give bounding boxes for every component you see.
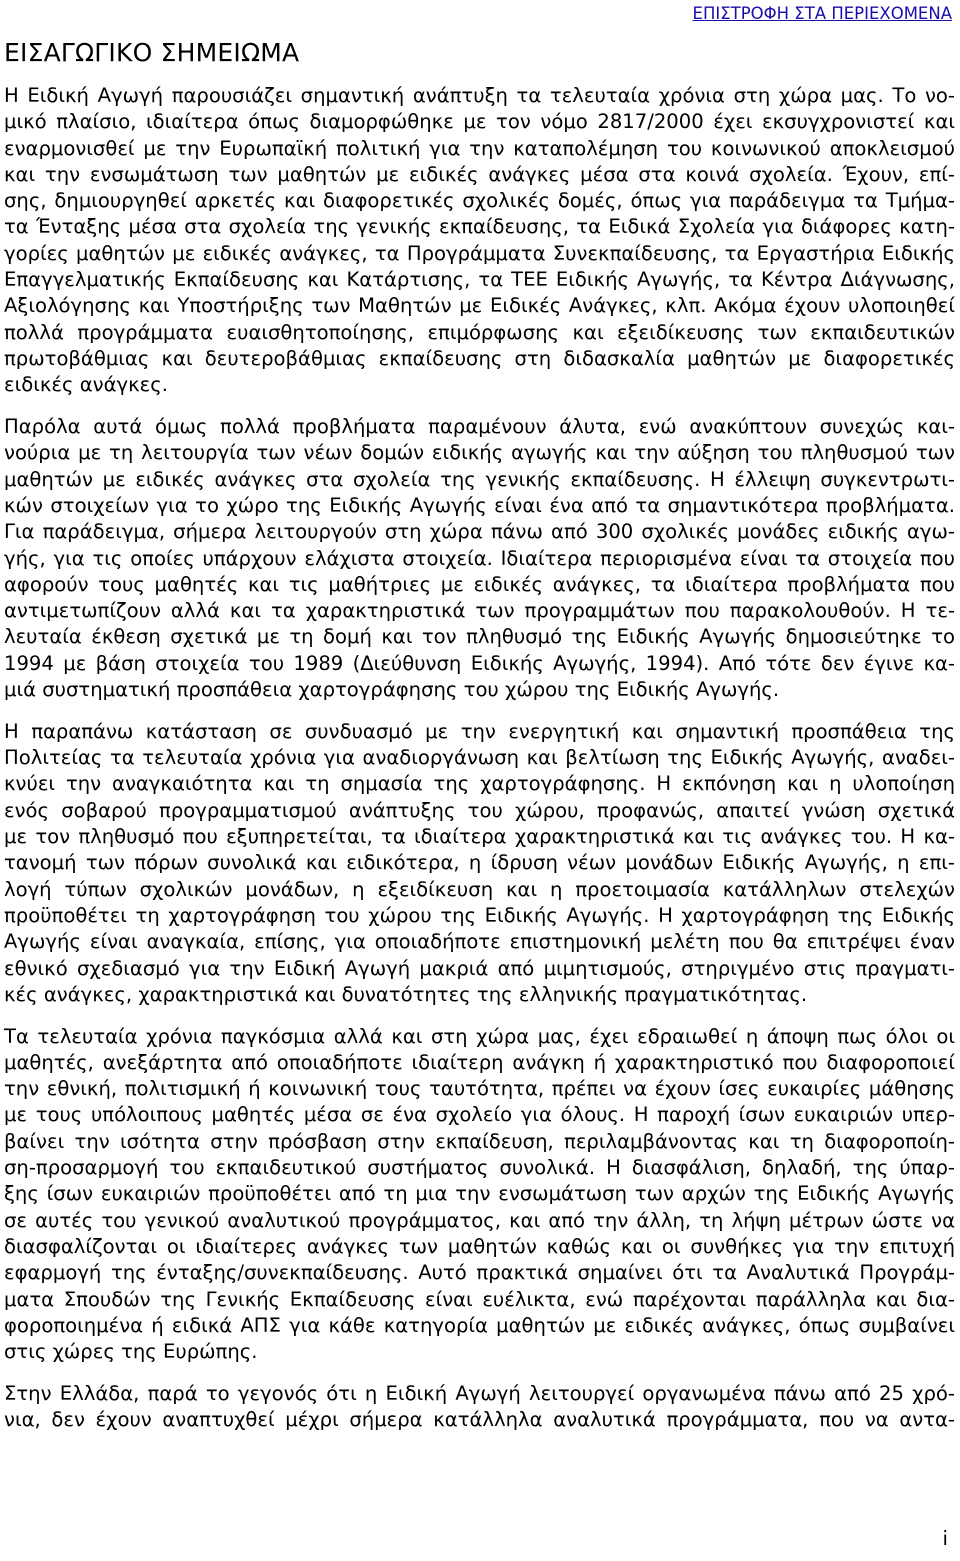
- text-line: τανομή των πόρων συνολικά και ειδικότερα, η ίδρυση νέων μονάδων Ειδικής Αγωγής, η επι-: [4, 851, 955, 875]
- text-line: νούρια με τη λειτουργία των νέων δομών ειδικής αγωγής και την αύξηση του πληθυσμού των: [4, 441, 955, 465]
- text-line: κών στοιχείων για το χώρο της Ειδικής Αγωγής είναι ένα από τα σημαντικότερα προβλήματα.: [4, 493, 955, 517]
- text-line: τα Ένταξης μέσα στα σχολεία της γενικής εκπαίδευσης, τα Ειδικά Σχολεία για διάφορες κατη-: [4, 215, 955, 239]
- text-line: με τους υπόλοιπους μαθητές μέσα σε ένα σχολείο για όλους. Η παροχή ίσων ευκαιριών υπερ-: [4, 1103, 955, 1127]
- text-line: 1994 με βάση στοιχεία του 1989 (Διεύθυνση Ειδικής Αγωγής, 1994). Από τότε δεν έγινε κα-: [4, 651, 955, 675]
- text-line: γορίες μαθητών με ειδικές ανάγκες, τα Προγράμματα Συνεκπαίδευσης, τα Εργαστήρια Ειδικής: [4, 241, 955, 265]
- text-line: σης, δημιουργηθεί αρκετές και διαφορετικές σχολικές δομές, όπως για παράδειγμα τα Τμήμα-: [4, 189, 955, 213]
- text-line: Αγωγής είναι αναγκαία, επίσης, για οποιαδήποτε επιστημονική μελέτη που θα επιτρέψει έναν: [4, 930, 955, 954]
- text-line: φοροποιημένα ή ειδικά ΑΠΣ για κάθε κατηγορία μαθητών με ειδικές ανάγκες, όπως συμβαίνει: [4, 1313, 955, 1337]
- text-line: εφαρμογή της ένταξης/συνεκπαίδευσης. Αυτό πρακτικά σημαίνει ότι τα Αναλυτικά Προγράμ-: [4, 1261, 955, 1285]
- body-paragraph: [4, 1381, 955, 1434]
- text-line: μιά συστηματική προσπάθεια χαρτογράφησης του χώρου της Ειδικής Αγωγής.: [4, 678, 780, 702]
- text-line: ενός σοβαρού προγραμματισμού ανάπτυξης του χώρου, προφανώς, απαιτεί γνώση σχετικά: [4, 798, 955, 822]
- text-line: μαθητών με ειδικές ανάγκες στα σχολεία της γενικής εκπαίδευσης. Η έλλειψη συγκεντρωτι-: [4, 467, 955, 491]
- text-line: ματα Σπουδών της Γενικής Εκπαίδευσης είναι ευέλικτα, ενώ παρέχονται παράλληλα και δια-: [4, 1287, 955, 1311]
- text-line: αντιμετωπίζουν αλλά και τα χαρακτηριστικά των προγραμμάτων που παρακολουθούν. Η τε-: [4, 599, 955, 623]
- text-line: Επαγγελματικής Εκπαίδευσης και Κατάρτισης, τα ΤΕΕ Ειδικής Αγωγής, τα Κέντρα Διάγνωσης,: [4, 268, 955, 292]
- text-line: ση-προσαρμογή του εκπαιδευτικού συστήματος συνολικά. Η διασφάλιση, δηλαδή, της ύπαρ-: [4, 1156, 955, 1180]
- document-body: [4, 83, 955, 1434]
- text-line: ειδικές ανάγκες.: [4, 373, 168, 397]
- text-line: μικό πλαίσιο, ιδιαίτερα όπως διαμορφώθηκε με τον νόμο 2817/2000 έχει εκσυγχρονιστεί και: [4, 110, 955, 134]
- text-line: κές ανάγκες, χαρακτηριστικά και δυνατότητες της ελληνικής πραγματικότητας.: [4, 982, 808, 1006]
- paragraph-gap: [4, 1008, 955, 1024]
- paragraph-gap: [4, 1365, 955, 1381]
- body-paragraph: [4, 414, 955, 703]
- text-line: σε αυτές του γενικού αναλυτικού προγράμματος, και από την άλλη, τη λήψη μέτρων ώστε να: [4, 1208, 955, 1232]
- text-line: Στην Ελλάδα, παρά το γεγονός ότι η Ειδική Αγωγή λειτουργεί οργανωμένα πάνω από 25 χρό-: [4, 1381, 955, 1405]
- text-line: Τα τελευταία χρόνια παγκόσμια αλλά και στη χώρα μας, έχει εδραιωθεί η άποψη πως όλοι οι: [4, 1024, 955, 1048]
- text-line: Παρόλα αυτά όμως πολλά προβλήματα παραμένουν άλυτα, ενώ ανακύπτουν συνεχώς και-: [4, 415, 955, 439]
- text-line: εναρμονισθεί με την Ευρωπαϊκή πολιτική για την καταπολέμηση του κοινωνικού αποκλεισμού: [4, 136, 955, 160]
- back-to-contents-link[interactable]: ΕΠΙΣΤΡΟΦΗ ΣΤΑ ΠΕΡΙΕΧΟΜΕΝΑ: [692, 4, 952, 23]
- page-number: i: [942, 1527, 948, 1550]
- text-line: στις χώρες της Ευρώπης.: [4, 1340, 258, 1364]
- text-line: την εθνική, πολιτισμική ή κοινωνική τους ταυτότητα, πρέπει να έχουν ίσες ευκαιρίες μάθησης: [4, 1077, 955, 1101]
- text-line: λογή τύπων σχολικών μονάδων, η εξειδίκευση και η προετοιμασία κατάλληλων στελεχών: [4, 877, 955, 901]
- text-line: προϋποθέτει τη χαρτογράφηση του χώρου της Ειδικής Αγωγής. Η χαρτογράφηση της Ειδικής: [4, 903, 955, 927]
- text-line: ξης ίσων ευκαιριών προϋποθέτει από τη μια την ενσωμάτωση των αρχών της Ειδικής Αγωγής: [4, 1182, 955, 1206]
- text-line: Αξιολόγησης και Υποστήριξης των Μαθητών με Ειδικές Ανάγκες, κλπ. Ακόμα έχουν υλοποιηθεί: [4, 294, 955, 318]
- text-line: αφορούν τους μαθητές και τις μαθήτριες με ειδικές ανάγκες, τα ιδιαίτερα προβλήματα που: [4, 572, 955, 596]
- text-line: και την ενσωμάτωση των μαθητών με ειδικές ανάγκες μέσα στα κοινά σχολεία. Έχουν, επί-: [4, 162, 955, 186]
- text-line: διασφαλίζονται οι ιδιαίτερες ανάγκες των μαθητών καθώς και οι συνθήκες για την επιτυχή: [4, 1234, 955, 1258]
- paragraph-gap: [4, 703, 955, 719]
- paragraph-gap: [4, 399, 955, 415]
- text-line: βαίνει την ισότητα στην πρόσβαση στην εκπαίδευση, περιλαμβάνοντας και τη διαφοροποίη-: [4, 1129, 955, 1153]
- text-line: λευταία έκθεση σχετικά με τη δομή και τον πληθυσμό της Ειδικής Αγωγής δημοσιεύτηκε το: [4, 625, 955, 649]
- body-paragraph: [4, 1024, 955, 1366]
- text-line: πολλά προγράμματα ευαισθητοποίησης, επιμόρφωσης και εξειδίκευσης των εκπαιδευτικών: [4, 320, 955, 344]
- text-line: γής, για τις οποίες υπάρχουν ελάχιστα στοιχεία. Ιδιαίτερα περιορισμένα είναι τα στοιχεία που: [4, 546, 955, 570]
- text-line: νια, δεν έχουν αναπτυχθεί μέχρι σήμερα κατάλληλα αναλυτικά προγράμματα, που να αντα-: [4, 1408, 955, 1432]
- body-paragraph: [4, 719, 955, 1008]
- text-line: Πολιτείας τα τελευταία χρόνια για αναδιοργάνωση και βελτίωση της Ειδικής Αγωγής, αναδει-: [4, 746, 955, 770]
- text-line: Για παράδειγμα, σήμερα λειτουργούν στη χώρα πάνω από 300 σχολικές μονάδες ειδικής αγω-: [4, 520, 955, 544]
- text-line: Η παραπάνω κατάσταση σε συνδυασμό με την ενεργητική και σημαντική προσπάθεια της: [4, 719, 955, 743]
- text-line: Η Ειδική Αγωγή παρουσιάζει σημαντική ανάπτυξη τα τελευταία χρόνια στη χώρα μας. Το νο-: [4, 84, 955, 107]
- page-title: ΕΙΣΑΓΩΓΙΚΟ ΣΗΜΕΙΩΜΑ: [4, 38, 300, 67]
- text-line: με τον πληθυσμό που εξυπηρετείται, τα ιδιαίτερα χαρακτηριστικά και τις ανάγκες του. Η κα-: [4, 825, 955, 849]
- text-line: κνύει την αναγκαιότητα και τη σημασία της χαρτογράφησης. Η εκπόνηση και η υλοποίηση: [4, 772, 955, 796]
- text-line: εθνικό σχεδιασμό για την Ειδική Αγωγή μακριά από μιμητισμούς, στηριγμένο στις πραγματι-: [4, 956, 955, 980]
- text-line: πρωτοβάθμιας και δευτεροβάθμιας εκπαίδευσης στη διδασκαλία μαθητών με διαφορετικές: [4, 346, 955, 370]
- text-line: μαθητές, ανεξάρτητα από οποιαδήποτε ιδιαίτερη ανάγκη ή χαρακτηριστικό που διαφοροποιεί: [4, 1050, 955, 1074]
- body-paragraph: [4, 83, 955, 399]
